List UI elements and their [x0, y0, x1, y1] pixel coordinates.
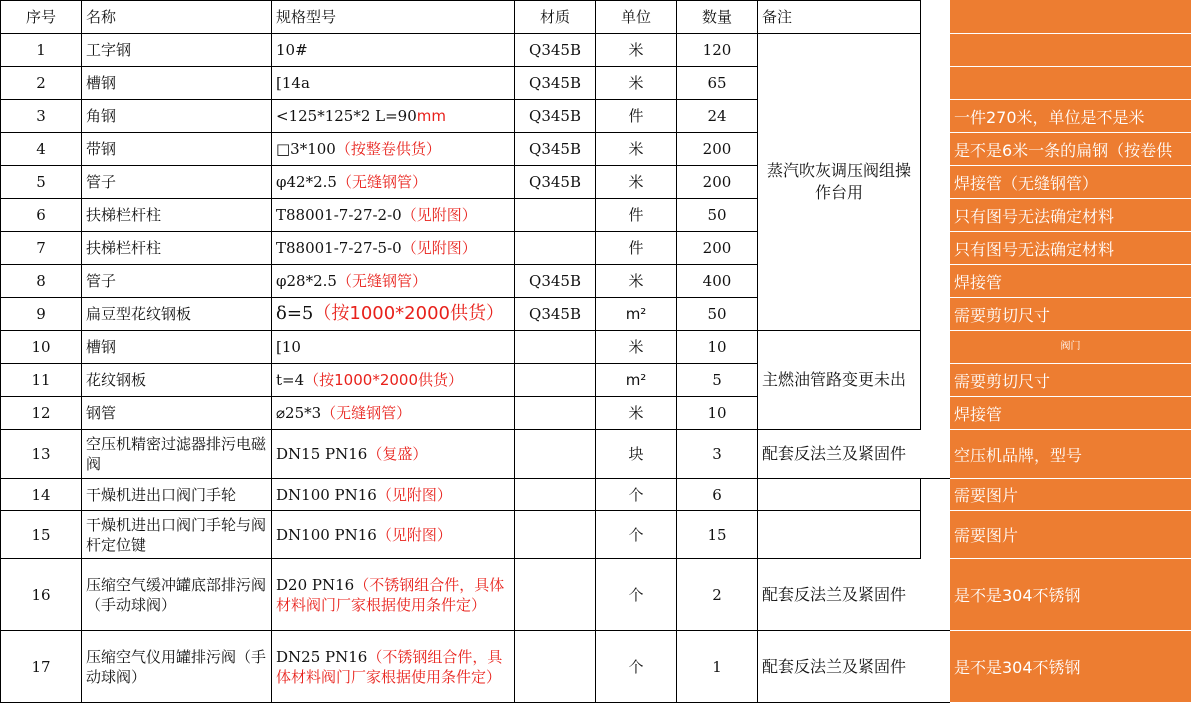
row-17-no[interactable]: 17	[0, 631, 82, 703]
spec-note-red: （见附图）	[376, 485, 452, 504]
row-3-unit[interactable]: 件	[596, 100, 677, 133]
row-7-qty[interactable]: 200	[677, 232, 758, 265]
spec-note-red: （按1000*2000供货）	[304, 371, 463, 389]
header-qty[interactable]: 数量	[677, 0, 758, 34]
spec-text: T88001-7-27-2-0	[276, 206, 402, 224]
spec-text: DN100 PN16	[276, 485, 377, 504]
row-2-no[interactable]: 2	[0, 67, 82, 100]
spec-content	[276, 444, 427, 464]
note-cell-row-14[interactable]: 需要图片	[950, 479, 1191, 511]
remark-row-14[interactable]	[758, 479, 921, 511]
header-material[interactable]: 材质	[515, 0, 596, 34]
row-1-material[interactable]: Q345B	[515, 34, 596, 67]
spec-content	[276, 205, 477, 225]
spec-text: T88001-7-27-5-0	[276, 239, 402, 257]
row-1-spec[interactable]	[272, 34, 515, 67]
row-9-qty[interactable]: 50	[677, 298, 758, 331]
row-17-material[interactable]	[515, 631, 596, 703]
row-16-material[interactable]	[515, 559, 596, 631]
row-7-material[interactable]	[515, 232, 596, 265]
row-6-qty[interactable]: 50	[677, 199, 758, 232]
spec-content	[276, 40, 308, 60]
row-13-qty[interactable]: 3	[677, 430, 758, 479]
note-cell-row-3[interactable]: 一件270米，单位是不是米	[950, 100, 1191, 133]
row-7-name[interactable]: 扶梯栏杆柱	[82, 232, 272, 265]
row-2-qty[interactable]: 65	[677, 67, 758, 100]
row-2-spec[interactable]	[272, 67, 515, 100]
row-17-spec[interactable]	[272, 631, 515, 703]
row-16-name[interactable]: 压缩空气缓冲罐底部排污阀（手动球阀）	[82, 559, 272, 631]
row-14-spec[interactable]	[272, 479, 515, 511]
spec-content	[276, 647, 514, 687]
row-3-spec[interactable]	[272, 100, 515, 133]
row-10-unit[interactable]: 米	[596, 331, 677, 364]
spec-content	[276, 271, 427, 291]
header-spec[interactable]: 规格型号	[272, 0, 515, 34]
spec-content	[276, 73, 310, 93]
note-cell-row-10[interactable]: 阀门	[950, 331, 1191, 364]
row-8-name[interactable]: 管子	[82, 265, 272, 298]
spec-text: [14a	[276, 74, 310, 92]
row-17-unit[interactable]: 个	[596, 631, 677, 703]
row-10-qty[interactable]: 10	[677, 331, 758, 364]
spec-content	[276, 106, 446, 126]
row-5-material[interactable]: Q345B	[515, 166, 596, 199]
row-8-qty[interactable]: 400	[677, 265, 758, 298]
spec-text: δ=5	[276, 303, 314, 324]
row-9-unit[interactable]: m²	[596, 298, 677, 331]
row-13-spec[interactable]	[272, 430, 515, 479]
row-16-spec[interactable]	[272, 559, 515, 631]
spec-text: D20 PN16	[276, 575, 355, 594]
row-12-spec[interactable]	[272, 397, 515, 430]
spec-content	[276, 139, 441, 159]
spec-note-red: （见附图）	[401, 206, 477, 224]
row-5-spec[interactable]	[272, 166, 515, 199]
row-6-no[interactable]: 6	[0, 199, 82, 232]
header-unit[interactable]: 单位	[596, 0, 677, 34]
note-cell-row-7[interactable]: 只有图号无法确定材料	[950, 232, 1191, 265]
row-4-name[interactable]: 带钢	[82, 133, 272, 166]
row-6-name[interactable]: 扶梯栏杆柱	[82, 199, 272, 232]
row-8-unit[interactable]: 米	[596, 265, 677, 298]
row-8-spec[interactable]	[272, 265, 515, 298]
header-remark[interactable]: 备注	[758, 0, 921, 34]
row-15-no[interactable]: 15	[0, 511, 82, 559]
spec-note-red: （无缝钢管）	[336, 173, 427, 191]
row-3-qty[interactable]: 24	[677, 100, 758, 133]
spec-text: □3*100	[276, 140, 336, 158]
row-4-unit[interactable]: 米	[596, 133, 677, 166]
row-7-unit[interactable]: 件	[596, 232, 677, 265]
remark-row-15[interactable]	[758, 511, 921, 559]
row-16-unit[interactable]: 个	[596, 559, 677, 631]
row-11-qty[interactable]: 5	[677, 364, 758, 397]
spec-note-red: （不锈钢组合件，具体材料阀门厂家根据使用条件定）	[276, 647, 503, 686]
spec-text: DN25 PN16	[276, 647, 368, 666]
row-14-name[interactable]: 干燥机进出口阀门手轮	[82, 479, 272, 511]
row-15-name[interactable]: 干燥机进出口阀门手轮与阀杆定位键	[82, 511, 272, 559]
remark-rows-1-9[interactable]: 蒸汽吹灰调压阀组操作台用	[758, 34, 921, 331]
row-8-no[interactable]: 8	[0, 265, 82, 298]
row-3-name[interactable]: 角钢	[82, 100, 272, 133]
note-cell-row-17[interactable]: 是不是304不锈钢	[950, 631, 1191, 703]
row-9-material[interactable]: Q345B	[515, 298, 596, 331]
spec-note-red: （见附图）	[401, 239, 477, 257]
row-14-no[interactable]: 14	[0, 479, 82, 511]
row-13-unit[interactable]: 块	[596, 430, 677, 479]
spec-text: [10	[276, 338, 301, 356]
row-5-no[interactable]: 5	[0, 166, 82, 199]
spec-content	[276, 525, 452, 545]
spec-note-red: （见附图）	[376, 525, 452, 544]
row-16-qty[interactable]: 2	[677, 559, 758, 631]
row-11-name[interactable]: 花纹钢板	[82, 364, 272, 397]
note-cell-row-16[interactable]: 是不是304不锈钢	[950, 559, 1191, 631]
spec-content	[276, 172, 427, 192]
row-2-unit[interactable]: 米	[596, 67, 677, 100]
row-12-qty[interactable]: 10	[677, 397, 758, 430]
row-15-qty[interactable]: 15	[677, 511, 758, 559]
row-15-unit[interactable]: 个	[596, 511, 677, 559]
spec-note-red: （复盛）	[367, 445, 428, 463]
row-4-material[interactable]: Q345B	[515, 133, 596, 166]
spec-text: 10#	[276, 41, 308, 59]
row-5-name[interactable]: 管子	[82, 166, 272, 199]
spec-content	[276, 485, 452, 505]
row-11-material[interactable]	[515, 364, 596, 397]
spec-content	[276, 304, 504, 324]
spec-text: DN15 PN16	[276, 445, 368, 463]
note-cell-row-4[interactable]: 是不是6米一条的扁钢（按卷供	[950, 133, 1191, 166]
row-11-no[interactable]: 11	[0, 364, 82, 397]
row-12-name[interactable]: 钢管	[82, 397, 272, 430]
row-4-qty[interactable]: 200	[677, 133, 758, 166]
header-note-cell[interactable]	[950, 0, 1191, 34]
note-cell-row-15[interactable]: 需要图片	[950, 511, 1191, 559]
row-10-no[interactable]: 10	[0, 331, 82, 364]
spec-note-red: （无缝钢管）	[336, 272, 427, 290]
row-17-name[interactable]: 压缩空气仪用罐排污阀（手动球阀）	[82, 631, 272, 703]
row-1-no[interactable]: 1	[0, 34, 82, 67]
spec-note-red: （按整卷供货）	[335, 140, 441, 158]
note-cell-row-12[interactable]: 焊接管	[950, 397, 1191, 430]
note-cell-row-8[interactable]: 焊接管	[950, 265, 1191, 298]
note-cell-row-5[interactable]: 焊接管（无缝钢管）	[950, 166, 1191, 199]
remark-row-16[interactable]: 配套反法兰及紧固件	[758, 559, 951, 631]
row-11-spec[interactable]	[272, 364, 515, 397]
spec-text: <125*125*2 L=90	[276, 107, 417, 125]
row-15-material[interactable]	[515, 511, 596, 559]
spec-note-red: mm	[416, 107, 446, 125]
row-17-qty[interactable]: 1	[677, 631, 758, 703]
spec-note-red: （无缝钢管）	[321, 404, 412, 422]
header-no[interactable]: 序号	[0, 0, 82, 34]
remark-rows-10-12[interactable]: 主燃油管路变更未出	[758, 331, 921, 430]
row-4-spec[interactable]	[272, 133, 515, 166]
row-16-no[interactable]: 16	[0, 559, 82, 631]
row-13-no[interactable]: 13	[0, 430, 82, 479]
row-8-material[interactable]: Q345B	[515, 265, 596, 298]
spec-content	[276, 403, 411, 423]
row-1-qty[interactable]: 120	[677, 34, 758, 67]
note-cell-row-11[interactable]: 需要剪切尺寸	[950, 364, 1191, 397]
note-cell-row-2[interactable]	[950, 67, 1191, 100]
row-12-unit[interactable]: 米	[596, 397, 677, 430]
row-7-spec[interactable]	[272, 232, 515, 265]
note-cell-row-13[interactable]: 空压机品牌，型号	[950, 430, 1191, 479]
row-10-name[interactable]: 槽钢	[82, 331, 272, 364]
note-cell-row-6[interactable]: 只有图号无法确定材料	[950, 199, 1191, 232]
row-9-name[interactable]: 扁豆型花纹钢板	[82, 298, 272, 331]
spec-note-red: （不锈钢组合件，具体材料阀门厂家根据使用条件定）	[276, 575, 505, 614]
spec-text: φ42*2.5	[276, 173, 337, 191]
spec-content	[276, 238, 477, 258]
row-14-material[interactable]	[515, 479, 596, 511]
row-9-no[interactable]: 9	[0, 298, 82, 331]
row-4-no[interactable]: 4	[0, 133, 82, 166]
header-name[interactable]: 名称	[82, 0, 272, 34]
row-1-name[interactable]: 工字钢	[82, 34, 272, 67]
row-12-no[interactable]: 12	[0, 397, 82, 430]
row-3-no[interactable]: 3	[0, 100, 82, 133]
row-13-material[interactable]	[515, 430, 596, 479]
spec-text: t=4	[276, 371, 305, 389]
spec-content	[276, 370, 463, 390]
spec-content	[276, 337, 301, 357]
row-15-spec[interactable]	[272, 511, 515, 559]
spec-text: DN100 PN16	[276, 525, 377, 544]
row-7-no[interactable]: 7	[0, 232, 82, 265]
spec-text: ⌀25*3	[276, 404, 322, 422]
row-14-unit[interactable]: 个	[596, 479, 677, 511]
remark-row-13[interactable]: 配套反法兰及紧固件	[758, 430, 951, 479]
spec-text: φ28*2.5	[276, 272, 337, 290]
spec-content	[276, 575, 514, 615]
row-11-unit[interactable]: m²	[596, 364, 677, 397]
remark-row-17[interactable]: 配套反法兰及紧固件	[758, 631, 951, 703]
row-1-unit[interactable]: 米	[596, 34, 677, 67]
spec-note-red: （按1000*2000供货）	[313, 303, 504, 324]
row-2-name[interactable]: 槽钢	[82, 67, 272, 100]
row-6-material[interactable]	[515, 199, 596, 232]
note-cell-row-1[interactable]	[950, 34, 1191, 67]
row-6-unit[interactable]: 件	[596, 199, 677, 232]
row-6-spec[interactable]	[272, 199, 515, 232]
row-12-material[interactable]	[515, 397, 596, 430]
row-9-spec[interactable]	[272, 298, 515, 331]
row-5-qty[interactable]: 200	[677, 166, 758, 199]
row-3-material[interactable]: Q345B	[515, 100, 596, 133]
row-10-material[interactable]	[515, 331, 596, 364]
row-2-material[interactable]: Q345B	[515, 67, 596, 100]
row-14-qty[interactable]: 6	[677, 479, 758, 511]
row-13-name[interactable]: 空压机精密过滤器排污电磁阀	[82, 430, 272, 479]
row-10-spec[interactable]	[272, 331, 515, 364]
row-5-unit[interactable]: 米	[596, 166, 677, 199]
note-cell-row-9[interactable]: 需要剪切尺寸	[950, 298, 1191, 331]
